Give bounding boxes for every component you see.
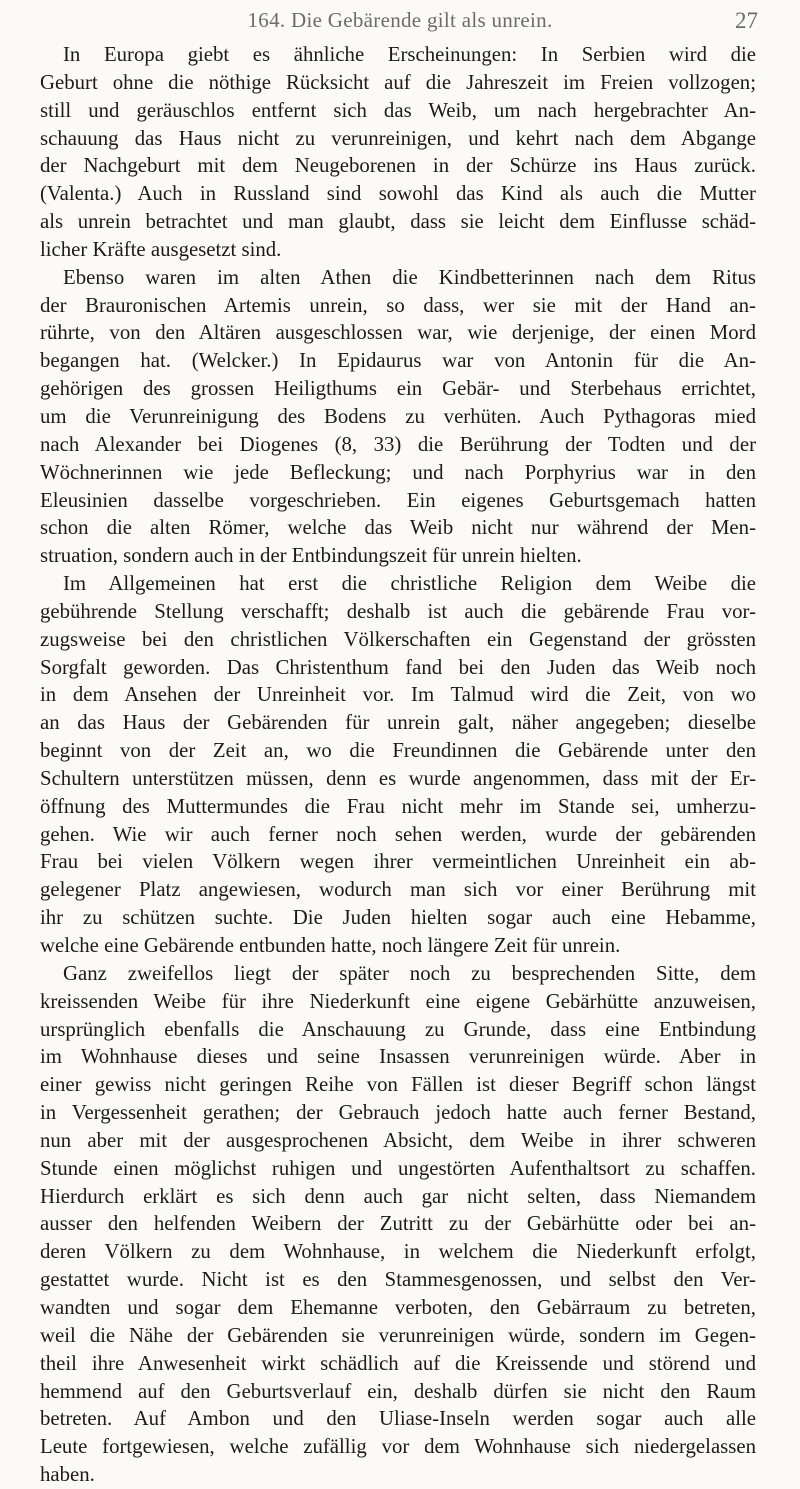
text-line: öffnung des Muttermundes die Frau nicht mehr im Stande sei, umherzu-: [40, 794, 756, 818]
text-line: im Wohnhause dieses und seine Insassen verunreinigen würde. Aber in: [40, 1045, 756, 1069]
text-line: Schultern unterstützen müssen, denn es wurde angenommen, dass mit der Er-: [40, 766, 756, 790]
page-number: 27: [735, 8, 758, 33]
text-line: rührte, von den Altären ausgeschlossen war, wie derjenige, der einen Mord: [40, 321, 756, 345]
text-line: nach Alexander bei Diogenes (8, 33) die Berührung der Todten und der: [40, 432, 756, 456]
text-line: (Valenta.) Auch in Russland sind sowohl das Kind als auch die Mutter: [40, 182, 756, 206]
text-line: schauung das Haus nicht zu verunreinigen, und kehrt nach dem Abgange: [40, 126, 756, 150]
text-line: Frau bei vielen Völkern wegen ihrer vermeintlichen Unreinheit ein ab-: [40, 850, 756, 874]
text-line: In Europa giebt es ähnliche Erscheinungen: In Serbien wird die: [63, 43, 756, 66]
text-line: Wöchnerinnen wie jede Befleckung; und nach Porphyrius war in den: [40, 460, 756, 484]
text-line: gebührende Stellung verschafft; deshalb ist auch die gebärende Frau vor-: [40, 599, 756, 623]
text-line: in dem Ansehen der Unreinheit vor. Im Talmud wird die Zeit, von wo: [40, 683, 756, 707]
text-line: gestattet wurde. Nicht ist es den Stammesgenossen, und selbst den Ver-: [40, 1268, 756, 1292]
text-line: gehörigen des grossen Heiligthums ein Gebär- und Sterbehaus errichtet,: [40, 377, 756, 401]
text-line: welche eine Gebärende entbunden hatte, noch längere Zeit für unrein.: [40, 934, 621, 957]
text-line: Stunde einen möglichst ruhigen und ungestörten Aufenthaltsort zu schaffen.: [40, 1156, 756, 1180]
text-line: der Nachgeburt mit dem Neugeborenen in der Schürze ins Haus zurück.: [40, 154, 756, 178]
text-line: Ganz zweifellos liegt der später noch zu besprechenden Sitte, dem: [63, 961, 756, 985]
text-line: hemmend auf den Geburtsverlauf ein, deshalb dürfen sie nicht den Raum: [40, 1379, 756, 1403]
text-line: ursprünglich ebenfalls die Anschauung zu Grunde, dass eine Entbindung: [40, 1017, 756, 1041]
text-line: betreten. Auf Ambon und den Uliase-Inseln werden sogar auch alle: [40, 1407, 756, 1431]
text-line: Ebenso waren im alten Athen die Kindbetterinnen nach dem Ritus: [63, 265, 756, 289]
text-line: Hierdurch erklärt es sich denn auch gar nicht selten, dass Niemandem: [40, 1184, 756, 1208]
text-line: gehen. Wie wir auch ferner noch sehen werden, wurde der gebärenden: [40, 822, 756, 846]
running-header: [40, 8, 760, 38]
text-line: Sorgfalt geworden. Das Christenthum fand bei den Juden das Weib noch: [40, 655, 756, 679]
text-line: zugsweise bei den christlichen Völkerschaften ein Gegenstand der grössten: [40, 627, 756, 651]
text-line: in Vergessenheit gerathen; der Gebrauch jedoch hatte auch ferner Bestand,: [40, 1101, 756, 1125]
body-text: [40, 41, 756, 1489]
text-line: Im Allgemeinen hat erst die christliche Religion dem Weibe die: [63, 572, 756, 596]
text-line: um die Verunreinigung des Bodens zu verhüten. Auch Pythagoras mied: [40, 404, 756, 428]
text-line: deren Völkern zu dem Wohnhause, in welchem die Niederkunft erfolgt,: [40, 1240, 756, 1264]
text-line: Geburt ohne die nöthige Rücksicht auf die Jahreszeit im Freien vollzogen;: [40, 70, 756, 94]
text-line: an das Haus der Gebärenden für unrein galt, näher angegeben; dieselbe: [40, 711, 756, 735]
text-line: gelegener Platz angewiesen, wodurch man sich vor einer Berührung mit: [40, 878, 756, 902]
text-line: theil ihre Anwesenheit wirkt schädlich auf die Kreissende und störend und: [40, 1351, 756, 1375]
text-line: wandten und sogar dem Ehemanne verboten, den Gebärraum zu betreten,: [40, 1295, 756, 1319]
text-line: kreissenden Weibe für ihre Niederkunft eine eigene Gebärhütte anzuweisen,: [40, 989, 756, 1013]
running-title: 164. Die Gebärende gilt als unrein.: [247, 8, 553, 32]
text-line: struation, sondern auch in der Entbindungszeit für unrein hielten.: [40, 544, 582, 568]
text-line: licher Kräfte ausgesetzt sind.: [40, 237, 282, 261]
text-line: der Brauronischen Artemis unrein, so dass, wer sie mit der Hand an-: [40, 293, 756, 317]
text-line: Eleusinien dasselbe vorgeschrieben. Ein eigenes Geburtsgemach hatten: [40, 488, 756, 512]
text-line: ausser den helfenden Weibern der Zutritt zu der Gebärhütte oder bei an-: [40, 1212, 756, 1236]
text-line: als unrein betrachtet und man glaubt, dass sie leicht dem Einflusse schäd-: [40, 210, 756, 234]
text-line: ihr zu schützen suchte. Die Juden hielten sogar auch eine Hebamme,: [40, 906, 756, 930]
text-line: Leute fortgewiesen, welche zufällig vor dem Wohnhause sich niedergelassen: [40, 1435, 756, 1459]
text-line: still und geräuschlos entfernt sich das Weib, um nach hergebrachter An-: [40, 98, 756, 122]
text-line: nun aber mit der ausgesprochenen Absicht, dem Weibe in ihrer schweren: [40, 1128, 756, 1152]
text-line: schon die alten Römer, welche das Weib nicht nur während der Men-: [40, 516, 756, 540]
text-line: begangen hat. (Welcker.) In Epidaurus war von Antonin für die An-: [40, 349, 756, 373]
text-line: einer gewiss nicht geringen Reihe von Fällen ist dieser Begriff schon längst: [40, 1073, 756, 1097]
text-line: beginnt von der Zeit an, wo die Freundinnen die Gebärende unter den: [40, 739, 756, 763]
text-line: weil die Nähe der Gebärenden sie verunreinigen würde, sondern im Gegen-: [40, 1323, 756, 1347]
text-line: haben.: [40, 1463, 95, 1487]
